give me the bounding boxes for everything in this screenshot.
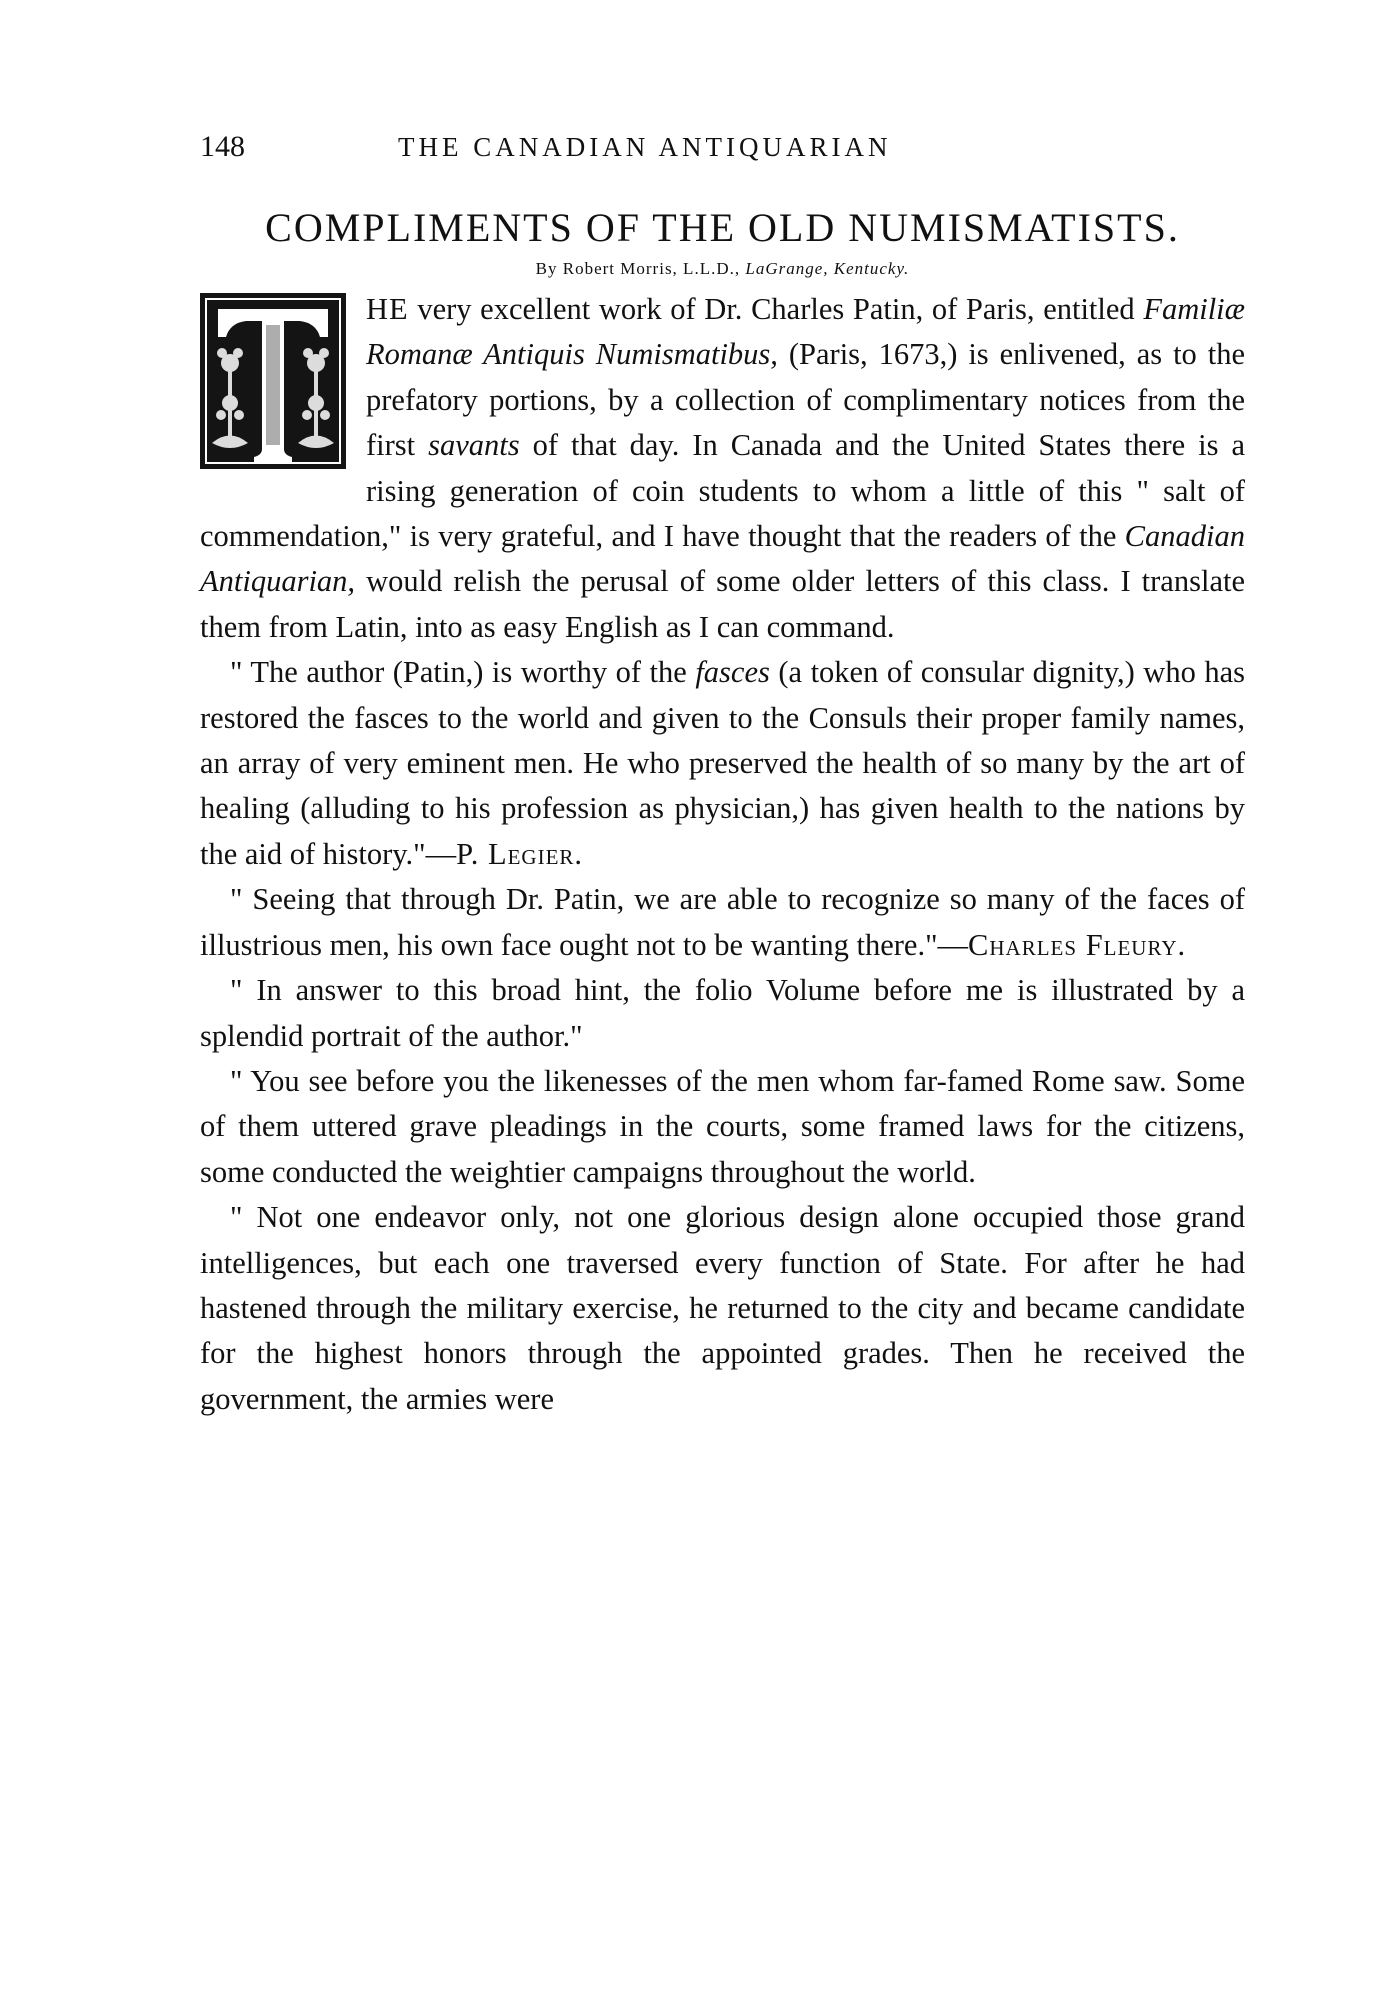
text-run: of that day. In Canada and the United States there is a rising generation of coin students to whom a little of this " salt of commendation," is very grateful, and I have thought that the readers of the: [200, 428, 1245, 554]
journal-name: Canadian Antiquarian,: [200, 519, 1245, 599]
byline-author: By Robert Morris, L.L.D.,: [535, 259, 741, 278]
text-run: would relish the perusal of some older letters of this class. I translate them from Latin, into as easy English as I can command.: [200, 564, 1245, 644]
italic-word: fasces: [695, 655, 770, 690]
ornamental-initial-icon: [200, 293, 346, 469]
italic-word: savants: [428, 428, 520, 463]
dropcap-continuation: HE: [366, 292, 409, 326]
paragraph-5: " You see before you the likenesses of the men whom far-famed Rome saw. Some of them uttered grave pleadings in the courts, some framed laws for the citizens, some conducted the weightier campaigns throughout the world.: [200, 1063, 1245, 1189]
byline-place: LaGrange, Kentucky.: [745, 259, 910, 278]
document-page: [200, 120, 1245, 1422]
paragraph-4: " In answer to this broad hint, the folio Volume before me is illustrated by a splendid portrait of the author.": [200, 973, 1245, 1053]
page-number: 148: [200, 130, 245, 163]
article-title: COMPLIMENTS OF THE OLD NUMISMATISTS.: [265, 205, 1180, 250]
byline: [200, 259, 1245, 279]
text-run: " Seeing that through Dr. Patin, we are able to recognize so many of the faces of illustrious men, his own face ought not to be wanting there."—: [200, 882, 1245, 962]
article-body: [200, 287, 1245, 1422]
running-head: [200, 120, 1245, 162]
decorative-dropcap: [200, 293, 346, 469]
paragraph-3: [200, 877, 1245, 968]
journal-title: THE CANADIAN ANTIQUARIAN: [398, 132, 892, 162]
text-run: " The author (Patin,) is worthy of the: [230, 655, 696, 690]
paragraph-2: [200, 650, 1245, 877]
paragraph-1: [200, 287, 1245, 650]
quote-attribution: Charles Fleury.: [968, 927, 1187, 962]
text-run: very excellent work of Dr. Charles Patin, of Paris, entitled: [408, 292, 1144, 326]
book-title: Familiæ Romanæ Antiquis Numismatibus,: [366, 292, 1245, 372]
paragraph-6: " Not one endeavor only, not one glorious design alone occupied those grand intelligences, but each one traversed every function of State. For after he had hastened through the military exercise, he returned to the city and became candidate for the highest honors through the appointed grades. Then he received the government, the armies were: [200, 1200, 1245, 1416]
text-run: (Paris, 1673,) is enlivened, as to the prefatory portions, by a collection of complimentary notices from the first: [366, 337, 1245, 463]
quote-attribution: P. Legier.: [456, 836, 584, 871]
text-run: (a token of consular dignity,) who has restored the fasces to the world and given to the Consuls their proper family names, an array of very eminent men. He who preserved the health of so many by the art of healing (alluding to his profession as physician,) has given health to the nations by the aid of history."—: [200, 655, 1245, 871]
